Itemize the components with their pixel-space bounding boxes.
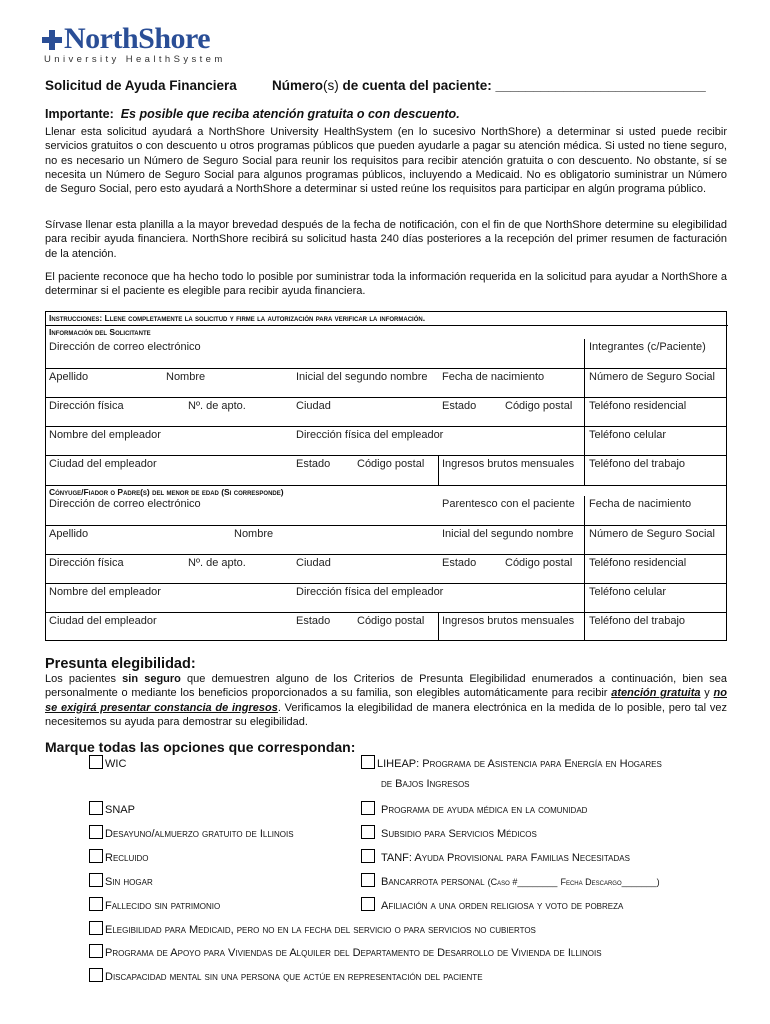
option-liheap-cont: de Bajos Ingresos [381,778,470,790]
presumptive-heading: Presunta elegibilidad: [45,656,196,672]
checkbox[interactable] [89,968,103,982]
account-paren: (s) [323,78,339,93]
applicant-city-label: Ciudad [296,400,331,412]
deadline-paragraph: Sírvase llenar esta planilla a la mayor brevedad después de la fecha de notificación, con el fin de que NorthShore determine su elegibilidad para recibir ayuda financiera. NorthShore recibirá su solicitud hasta 240 días posteriores a la recepción del primer resumen de facturación de la atención. [45,219,727,260]
applicant-row-3 [46,398,726,427]
spouse-employer-city-label: Ciudad del empleador [49,615,157,627]
important-note [45,107,460,121]
checkbox[interactable] [89,825,103,839]
account-suffix: de cuenta del paciente: ____________________________ [338,78,706,93]
applicant-gross-income-label: Ingresos brutos mensuales [442,458,575,470]
applicant-dob-label: Fecha de nacimiento [442,371,545,383]
bankruptcy-discharge-date: Fecha Descargo_______) [560,877,660,887]
intro-paragraph: Llenar esta solicitud ayudará a NorthShore University HealthSystem (en lo sucesivo NorthShore) a determinar si usted puede recibir servicios gratuitos o con descuento u otros programas públicos que pueden ayudarle a pagar su atención médica. Si usted no tiene seguro, no es necesario un Número de Seguro Social para reunir los requisitos para recibir atención gratuita o con descuento. No obstante, sí se necesita un Número de Seguro Social para algunos programas públicos, incluyendo a Medicaid. No es obligatorio suministrar un Número de Seguro Social, pero esto ayudará a NorthShore a determinar si usted reúne los requisitos para participar en algún programa público. [45,126,727,196]
applicant-employer-city-label: Ciudad del empleador [49,458,157,470]
spouse-section-header: Cónyuge/Fiador o Padre(s) del menor de edad (Si corresponde) [49,487,284,497]
checkbox[interactable] [89,801,103,815]
spouse-employer-address-label: Dirección física del empleador [296,586,444,598]
checkbox[interactable] [89,849,103,863]
applicant-members-label: Integrantes (c/Paciente) [589,341,706,353]
acknowledgement-paragraph: El paciente reconoce que ha hecho todo lo posible por suministrar toda la información requerida en la solicitud para ayudar a NorthShore a determinar si el paciente es elegible para recibir ayuda financiera. [45,271,727,298]
applicant-row-1 [46,339,726,369]
option-medicaid[interactable]: Elegibilidad para Medicaid, pero no en la fecha del servicio o para servicios no cubiertos [89,921,536,936]
applicant-section-header: Información del Solicitante [49,327,151,337]
applicant-zip-label: Código postal [505,400,573,412]
checkbox[interactable] [361,755,375,769]
presumptive-text-3: que demuestren alguno de los Criterios de Presunta Elegibilidad enumerados a continuación, bien sea personalmente o mediante los beneficios proporcionados a su familia, son elegibles automáticamente para recibir [45,673,728,700]
presumptive-text-1: Los pacientes [45,673,123,685]
applicant-row-2 [46,369,726,398]
applicant-ssn-label: Número de Seguro Social [589,371,715,383]
option-rental-housing[interactable]: Programa de Apoyo para Viviendas de Alquiler del Departamento de Desarrollo de Vivienda de Illinois [89,944,602,959]
spouse-dob-label: Fecha de nacimiento [589,498,692,510]
checkbox[interactable] [89,897,103,911]
spouse-row-1 [46,496,726,526]
applicant-middle-initial-label: Inicial del segundo nombre [296,371,428,383]
spouse-employer-zip-label: Código postal [357,615,425,627]
option-inmate[interactable]: Recluido [89,849,149,864]
option-snap[interactable]: SNAP [89,801,135,816]
spouse-row-5 [46,613,726,641]
option-homeless[interactable]: Sin hogar [89,873,153,888]
spouse-zip-label: Código postal [505,557,573,569]
option-community-medical[interactable]: Programa de ayuda médica en la comunidad [361,801,587,816]
account-prefix: Número [272,78,324,93]
applicant-email-label: Dirección de correo electrónico [49,341,201,353]
account-number-line [272,78,706,93]
spouse-home-phone-label: Teléfono residencial [589,557,687,569]
applicant-cell-phone-label: Teléfono celular [589,429,667,441]
presumptive-uninsured: sin seguro [122,673,181,685]
option-wic[interactable]: WIC [89,755,126,770]
applicant-last-name-label: Apellido [49,371,89,383]
checkbox[interactable] [89,755,103,769]
spouse-city-label: Ciudad [296,557,331,569]
presumptive-text-5: y [700,687,714,700]
checkbox[interactable] [361,897,375,911]
spouse-apt-label: Nº. de apto. [188,557,246,569]
logo-cross-icon [42,30,62,50]
important-label: Importante: [45,107,114,121]
applicant-employer-label: Nombre del empleador [49,429,161,441]
logo-name: NorthShore [64,22,211,55]
applicant-address-label: Dirección física [49,400,124,412]
presumptive-no-income-proof: no se exigirá presentar constancia de ingresos [45,687,727,714]
option-tanf[interactable]: TANF: Ayuda Provisional para Familias Necesitadas [361,849,630,864]
applicant-state-label: Estado [442,400,477,412]
spouse-cell-phone-label: Teléfono celular [589,586,667,598]
checkbox[interactable] [361,873,375,887]
spouse-row-2 [46,526,726,555]
spouse-middle-initial-label: Inicial del segundo nombre [442,528,574,540]
option-free-lunch[interactable]: Desayuno/almuerzo gratuito de Illinois [89,825,294,840]
option-medical-services-subsidy[interactable]: Subsidio para Servicios Médicos [361,825,537,840]
spouse-state-label: Estado [442,557,477,569]
options-heading: Marque todas las opciones que correspondan: [45,739,356,755]
applicant-home-phone-label: Teléfono residencial [589,400,687,412]
spouse-relationship-label: Parentesco con el paciente [442,498,575,510]
applicant-row-5 [46,456,726,486]
checkbox[interactable] [361,849,375,863]
checkbox[interactable] [89,873,103,887]
option-liheap[interactable]: LIHEAP: Programa de Asistencia para Energía en Hogares [361,755,662,770]
applicant-work-phone-label: Teléfono del trabajo [589,458,686,470]
spouse-last-name-label: Apellido [49,528,89,540]
presumptive-free-care: atención gratuita [611,687,701,700]
presumptive-text-7: . Verificamos la elegibilidad de manera electrónica en la medida de lo posible, pero tal vez necesitemos su ayuda para demostrar su elegibilidad. [45,701,727,728]
checkbox[interactable] [361,825,375,839]
applicant-row-4 [46,427,726,456]
spouse-row-4 [46,584,726,613]
checkbox[interactable] [361,801,375,815]
option-religious-order[interactable]: Afiliación a una orden religiosa y voto de pobreza [361,897,623,912]
applicant-first-name-label: Nombre [166,371,206,383]
spouse-first-name-label: Nombre [234,528,274,540]
instructions: Instrucciones: Llene completamente la solicitud y firme la autorización para verificar la información. [46,312,728,326]
presumptive-paragraph [45,672,727,729]
important-text: Es posible que reciba atención gratuita o con descuento. [120,107,460,121]
bankruptcy-case-number: (Caso #________ [487,877,558,887]
spouse-gross-income-label: Ingresos brutos mensuales [442,615,575,627]
applicant-employer-state-label: Estado [296,458,331,470]
option-mental-disability[interactable]: Discapacidad mental sin una persona que actúe en representación del paciente [89,968,483,983]
spouse-employer-state-label: Estado [296,615,331,627]
spouse-work-phone-label: Teléfono del trabajo [589,615,686,627]
spouse-email-label: Dirección de correo electrónico [49,498,201,510]
checkbox[interactable] [89,944,103,958]
applicant-employer-zip-label: Código postal [357,458,425,470]
spouse-employer-label: Nombre del empleador [49,586,161,598]
applicant-employer-address-label: Dirección física del empleador [296,429,444,441]
spouse-row-3 [46,555,726,584]
logo-subtitle: University HealthSystem [44,54,226,65]
option-bankruptcy[interactable]: Bancarrota personal (Caso #________ Fecha Descargo_______) [361,873,660,888]
spouse-ssn-label: Número de Seguro Social [589,528,715,540]
spouse-address-label: Dirección física [49,557,124,569]
option-deceased[interactable]: Fallecido sin patrimonio [89,897,220,912]
application-form [45,311,727,641]
applicant-apt-label: Nº. de apto. [188,400,246,412]
form-title: Solicitud de Ayuda Financiera [45,78,237,93]
checkbox[interactable] [89,921,103,935]
